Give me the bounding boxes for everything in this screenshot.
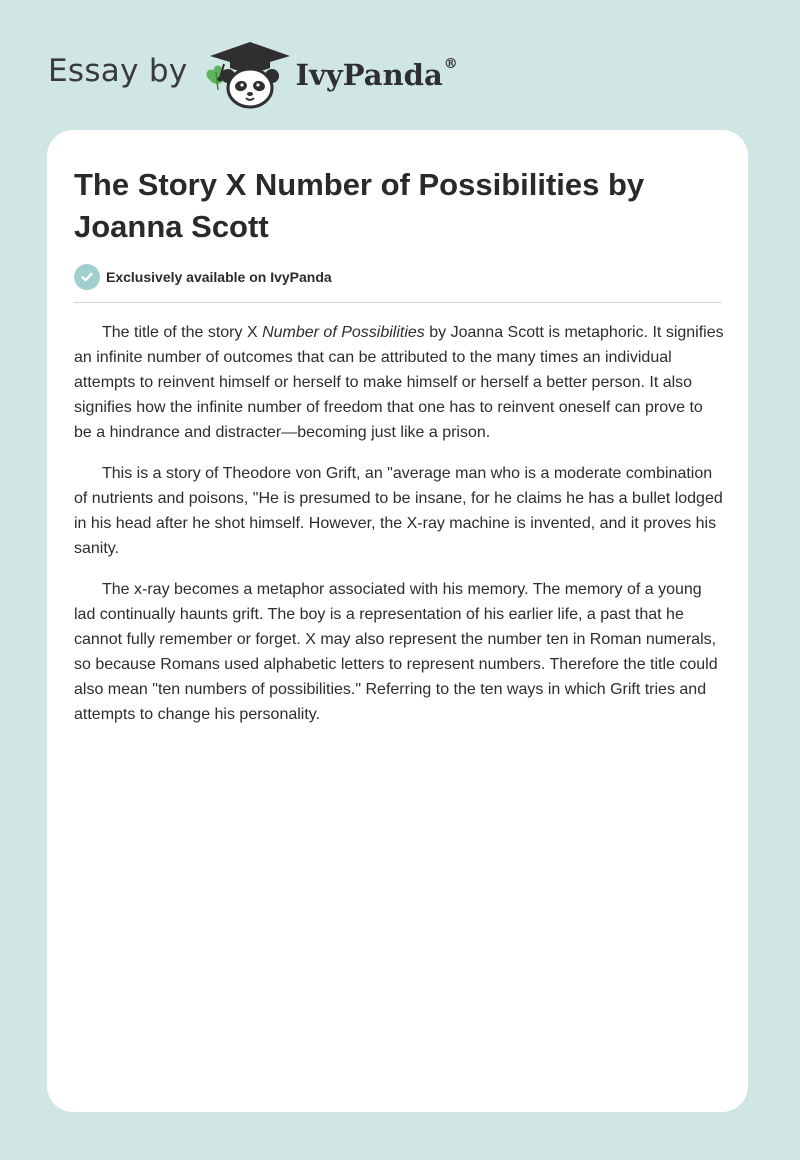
paragraph: This is a story of Theodore von Grift, an "average man who is a moderate combination of nutrients and poisons, "He is presumed to be insane, for he claims he has a bullet lodged in his head after he shot himself. However, the X-ray machine is invented, and it proves his sanity.: [74, 465, 723, 557]
essay-card: [47, 130, 748, 1112]
book-title: Number of Possibilities: [262, 324, 425, 341]
essay-body: [74, 320, 724, 743]
check-circle-icon: [74, 264, 100, 290]
essay-by-label: Essay by: [48, 53, 188, 89]
exclusive-label: Exclusively available on IvyPanda: [106, 269, 332, 285]
divider: [74, 302, 722, 303]
paragraph: The x-ray becomes a metaphor associated with his memory. The memory of a young lad continually haunts grift. The boy is a representation of his earlier life, a past that he cannot fully remember or forget. X may also represent the number ten in Roman numerals, so because Romans used alphabetic letters to represent numbers. Therefore the title could also mean "ten numbers of possibilities." Referring to the ten ways in which Grift tries and attempts to change his personality.: [74, 581, 718, 723]
registered-mark: ®: [443, 56, 458, 72]
brand-name[interactable]: IvyPanda®: [295, 56, 458, 92]
page-title: The Story X Number of Possibilities by Joanna Scott: [74, 167, 645, 244]
exclusive-badge: [74, 264, 332, 290]
panda-graduation-cap-icon[interactable]: [202, 38, 292, 110]
site-header: [48, 34, 458, 114]
paragraph: The title of the story X Number of Possibilities by Joanna Scott is metaphoric. It signifies an infinite number of outcomes that can be attributed to the many times an individual attempts to reinvent himself or herself to make himself or herself a better person. It also signifies how the infinite number of freedom that one has to reinvent oneself can prove to be a hindrance and distracter—becoming just like a prison.: [74, 324, 724, 441]
